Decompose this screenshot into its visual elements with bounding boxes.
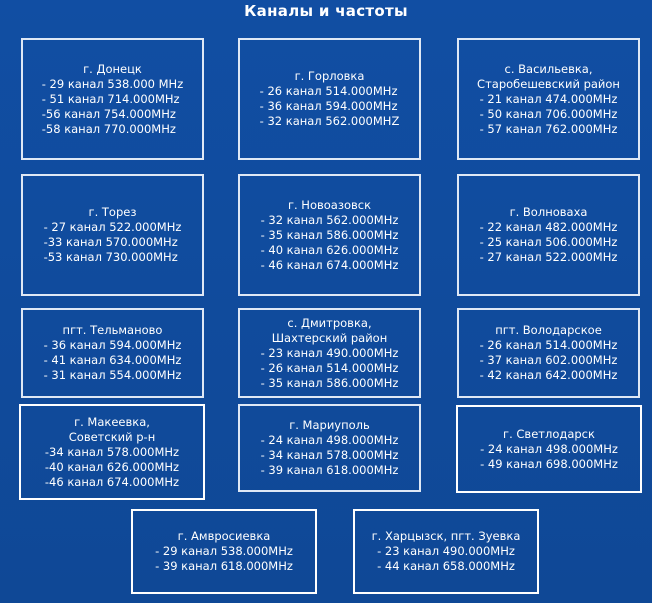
card-lines — [44, 220, 182, 265]
card-lines — [44, 338, 182, 383]
channel-line: - 41 канал 634.000MHz — [43, 353, 182, 367]
channel-line: - 34 канал 578.000MHz — [260, 448, 399, 462]
card-volnovakha — [457, 174, 640, 296]
card-name: г. Светлодарск — [503, 426, 595, 441]
channel-line: - 23 канал 490.000MHz — [260, 345, 399, 360]
card-telmanovo — [21, 308, 204, 398]
channel-line: - 51 канал 714.000MHz — [41, 91, 180, 106]
card-name: г. Горловка — [294, 69, 365, 83]
channel-line: - 36 канал 594.000MHz — [43, 338, 182, 352]
card-torez — [21, 174, 204, 296]
card-mariupol — [238, 404, 421, 492]
channel-line: -40 канал 626.000MHz — [44, 459, 180, 474]
channel-line: - 32 канал 562.000MHz — [260, 212, 399, 227]
card-name: г. Амвросиевка — [177, 529, 271, 543]
card-name: г. Новоазовск — [287, 197, 372, 212]
card-donetsk — [21, 38, 204, 160]
channel-line: - 39 канал 618.000MHz — [155, 559, 293, 573]
card-name: г. Торез — [88, 205, 137, 219]
card-khartsyzsk — [353, 509, 539, 594]
card-gorlovka — [238, 38, 421, 160]
card-lines — [480, 442, 618, 472]
channel-line: - 26 канал 514.000MHz — [259, 84, 398, 98]
card-lines — [260, 84, 400, 129]
page-title: Каналы и частоты — [244, 2, 408, 20]
channel-line: - 29 канал 538.000MHz — [155, 544, 293, 558]
channel-line: - 44 канал 658.000MHz — [377, 559, 515, 573]
card-novoazovsk — [238, 174, 421, 296]
channel-line: - 36 канал 594.000MHz — [259, 99, 398, 113]
channel-line: -58 канал 770.000MHz — [41, 121, 176, 136]
channel-line: - 24 канал 498.000MHz — [260, 433, 399, 447]
channel-line: - 37 канал 602.000MHz — [479, 353, 618, 367]
card-svetlodarsk — [456, 405, 642, 493]
channel-line: - 23 канал 490.000MHz — [377, 544, 515, 558]
card-lines — [377, 544, 515, 574]
channel-line: -46 канал 674.000MHz — [44, 474, 180, 489]
card-name: пгт. Тельманово — [62, 323, 163, 337]
card-lines — [261, 433, 399, 478]
channel-line: -33 канал 570.000MHz — [43, 235, 178, 249]
channel-line: - 26 канал 514.000MHz — [479, 338, 618, 352]
card-lines — [261, 213, 399, 273]
channel-line: - 25 канал 506.000MHz — [479, 235, 618, 249]
channel-line: -53 канал 730.000MHz — [43, 250, 178, 264]
channel-line: - 27 канал 522.000MHz — [479, 250, 618, 264]
card-name: г. Мариуполь — [289, 418, 370, 432]
card-lines — [480, 338, 618, 383]
card-dmitrovka — [238, 308, 421, 398]
card-volodarskoe — [457, 308, 640, 398]
card-name: с. Васильевка, Старобешевский район — [477, 61, 620, 91]
card-lines — [480, 92, 618, 137]
channel-line: - 27 канал 522.000MHz — [43, 220, 182, 234]
card-name: г. Макеевка, Советский р-н — [68, 414, 156, 444]
channel-line: - 49 канал 698.000MHz — [480, 456, 618, 471]
channel-line: - 22 канал 482.000MHz — [479, 220, 618, 234]
channel-line: - 40 канал 626.000MHz — [260, 242, 399, 257]
channel-line: - 35 канал 586.000MHz — [260, 375, 399, 390]
channel-line: -56 канал 754.000MHz — [41, 106, 176, 121]
card-lines — [261, 346, 399, 391]
channel-line: - 31 канал 554.000MHz — [43, 368, 182, 382]
card-name: г. Харцызск, пгт. Зуевка — [371, 529, 521, 543]
channel-line: - 39 канал 618.000MHz — [260, 463, 399, 477]
channel-line: -34 канал 578.000MHz — [44, 444, 180, 459]
channel-line: - 21 канал 474.000MHz — [479, 91, 618, 106]
card-makeevka — [19, 404, 205, 500]
channel-line: - 32 канал 562.000MHZ — [259, 114, 400, 128]
card-vasilyevka — [457, 38, 640, 160]
card-amvrosievka — [131, 509, 317, 594]
card-lines — [42, 77, 183, 137]
card-lines — [155, 544, 293, 574]
channel-line: - 26 канал 514.000MHz — [260, 360, 399, 375]
card-lines — [45, 445, 179, 490]
channel-line: - 57 канал 762.000MHz — [479, 121, 618, 136]
channel-line: - 35 канал 586.000MHz — [260, 227, 399, 242]
channel-line: - 29 канал 538.000 MHz — [41, 76, 184, 91]
channel-line: - 24 канал 498.000MHz — [480, 441, 618, 456]
channel-line: - 46 канал 674.000MHz — [260, 257, 399, 272]
channel-line: - 42 канал 642.000MHz — [479, 368, 618, 382]
card-name: г. Волноваха — [509, 205, 588, 219]
card-name: пгт. Володарское — [495, 323, 602, 337]
card-name: с. Дмитровка, Шахтерский район — [271, 315, 388, 345]
card-name: г. Донецк — [83, 61, 142, 76]
channel-line: - 50 канал 706.000MHz — [479, 106, 618, 121]
card-lines — [480, 220, 618, 265]
